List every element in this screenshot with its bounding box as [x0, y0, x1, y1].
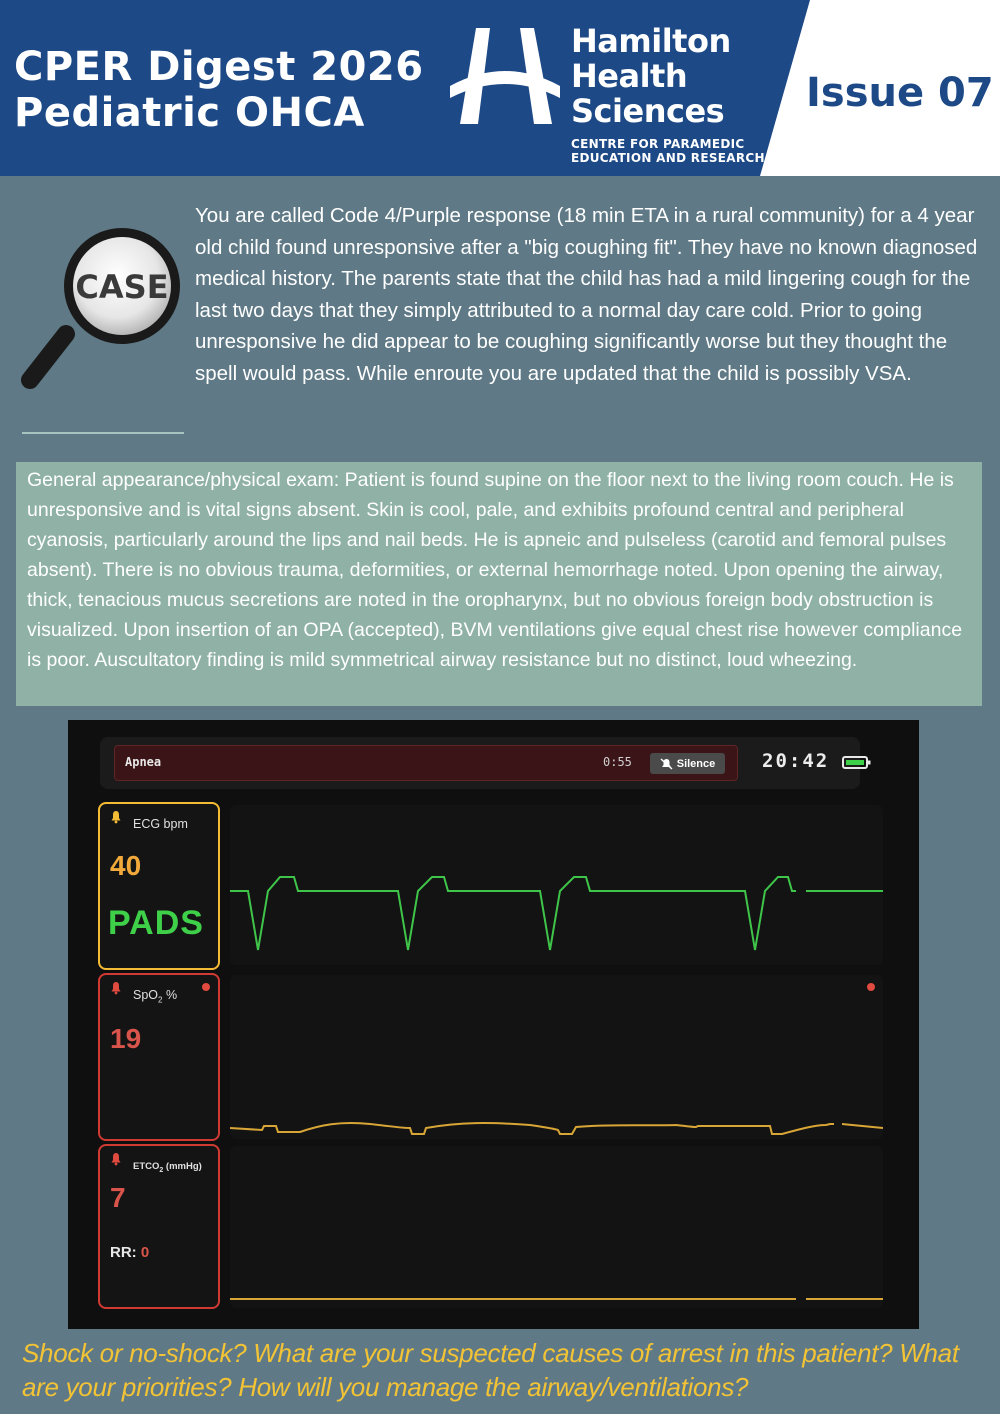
bell-mute-icon [660, 758, 673, 770]
patient-monitor [68, 720, 919, 1329]
physical-exam-box: General appearance/physical exam: Patient is found supine on the floor next to the living room couch. He is unresponsive and is vital signs absent. Skin is cool, pale, and exhibits profound central and peripheral cyanosis, particularly around the lips and nail beds. He is apneic and pulseless (carotid and femoral pulses absent). There is no obvious trauma, deformities, or external hemorrhage noted. Upon opening the airway, thick, tenacious mucus secretions are noted in the oropharynx, but no obvious foreign body obstruction is visualized. Upon insertion of an OPA (accepted), BVM ventilations give equal chest rise however compliance is poor. Auscultatory finding is mild symmetrical airway resistance but no distinct, loud wheezing. [16, 462, 982, 706]
ecg-value: 40 [110, 850, 142, 881]
spo2-value: 19 [110, 1023, 142, 1054]
header-banner [0, 0, 1000, 176]
spo2-alarm-dot [202, 983, 210, 991]
spo2-waveform-area [230, 975, 883, 1139]
org-line-3: Sciences [571, 92, 725, 130]
spo2-waveform [230, 975, 883, 1139]
title-line-1: CPER Digest 2026 [14, 44, 424, 90]
respiratory-rate [110, 1244, 149, 1261]
ecg-waveform [230, 805, 883, 965]
ecg-lead: PADS [108, 904, 204, 942]
ecg-panel[interactable] [98, 802, 220, 970]
bell-icon [110, 810, 122, 824]
ecg-waveform-area [230, 805, 883, 965]
org-sub-2: EDUCATION AND RESEARCH [571, 151, 765, 165]
digest-title [14, 44, 424, 136]
rr-value: 0 [140, 1244, 150, 1261]
etco2-waveform [230, 1146, 883, 1308]
title-line-2: Pediatric OHCA [14, 90, 365, 136]
alarm-bar [114, 745, 738, 781]
hamilton-health-logo-icon [448, 26, 562, 126]
organization-name [571, 24, 765, 165]
org-line-2: Health [571, 57, 688, 95]
ecg-label: ECG bpm [133, 817, 188, 831]
org-line-1: Hamilton [571, 22, 731, 60]
bell-icon [110, 981, 122, 995]
battery-icon [842, 754, 872, 770]
bell-icon [110, 1152, 122, 1166]
discussion-questions: Shock or no-shock? What are your suspected causes of arrest in this patient? What are your priorities? How will you manage the airway/ventilations? [22, 1338, 959, 1402]
etco2-label-unit: (mmHg) [163, 1161, 202, 1172]
magnifying-glass-icon [18, 222, 188, 394]
etco2-label [133, 1161, 202, 1174]
spo2-label-unit: % [162, 988, 178, 1002]
alarm-timer: 0:55 [603, 755, 632, 769]
spo2-panel[interactable] [98, 973, 220, 1141]
etco2-panel[interactable] [98, 1144, 220, 1309]
etco2-label-sub: 2 [159, 1166, 164, 1174]
monitor-top-bar [100, 737, 860, 789]
etco2-waveform-area [230, 1146, 883, 1308]
spo2-label-sub: 2 [158, 995, 163, 1005]
spo2-label-main: SpO [133, 988, 159, 1002]
silence-button[interactable] [650, 753, 725, 774]
alarm-message: Apnea [125, 755, 162, 769]
spo2-label [133, 988, 177, 1005]
etco2-label-main: ETCO [133, 1161, 160, 1172]
org-sub-1: CENTRE FOR PARAMEDIC [571, 137, 745, 151]
issue-number: Issue 07 [806, 70, 994, 116]
etco2-value: 7 [110, 1182, 126, 1213]
section-divider [22, 432, 184, 434]
monitor-clock: 20:42 [762, 750, 830, 772]
case-icon-label: CASE [75, 268, 169, 306]
rr-label: RR: [110, 1244, 141, 1261]
case-description: You are called Code 4/Purple response (18 min ETA in a rural community) for a 4 year old child found unresponsive after a "big coughing fit". They have no known diagnosed medical history. The parents state that the child has had a mild lingering cough for the last two days that they simply attributed to a normal day care cold. Prior to going unresponsive he did appear to be coughing significantly worse but they thought the spell would pass. While enroute you are updated that the child is possibly VSA. [195, 204, 978, 385]
silence-label: Silence [676, 757, 716, 770]
